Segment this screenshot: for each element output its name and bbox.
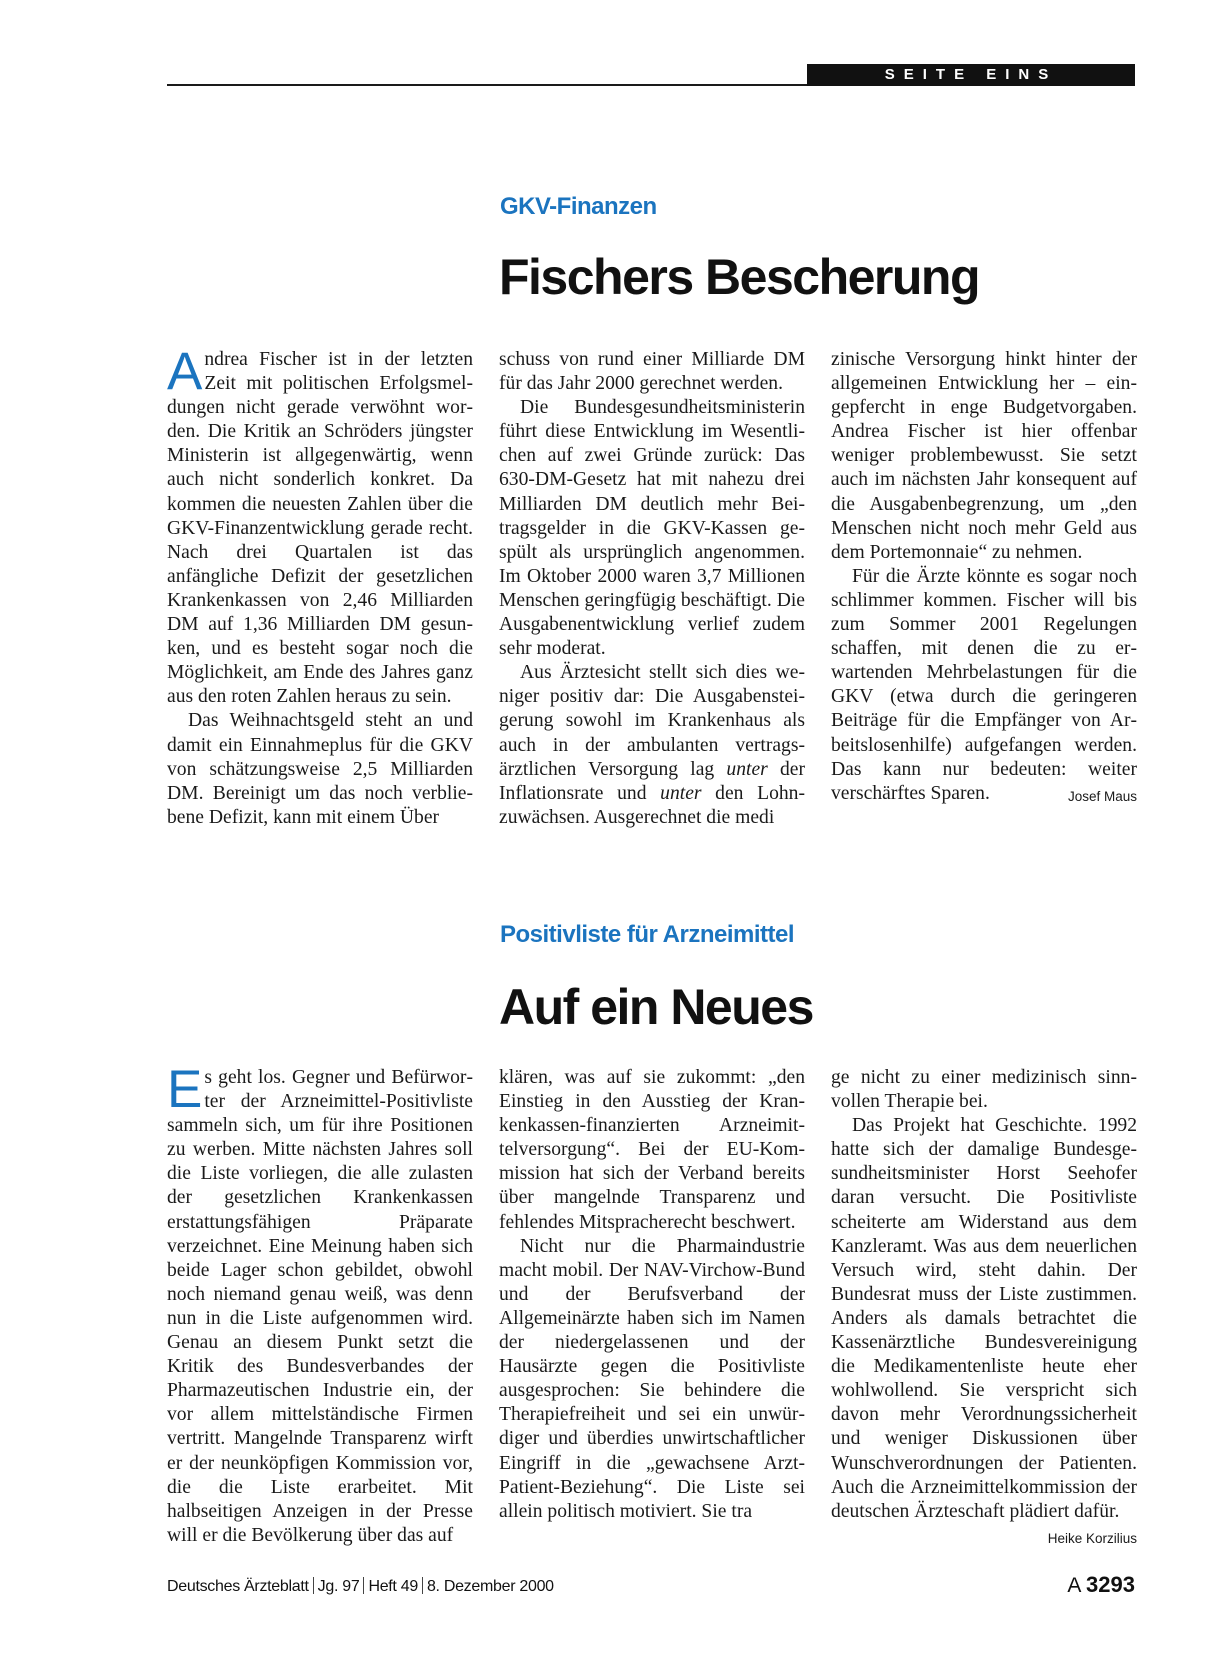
paragraph: Aus Ärztesicht stellt sich dies weniger positiv dar: Die Ausgabensteigerung sowohl im Krankenhaus als auch in der ambulanten vertragsärztlichen Versorgung lag unter der Inflationsrate und unter den Lohnzuwächsen. Ausgerechnet die medi: [499, 662, 806, 828]
emphasis: unter: [726, 758, 768, 780]
article-2-column-2: [499, 1066, 805, 1524]
issue-date: 8. Dezember 2000: [426, 1578, 554, 1595]
article-2-kicker: Positivliste für Arzneimittel: [500, 921, 795, 948]
section-label: SEITE EINS: [807, 64, 1135, 86]
paragraph: Für die Ärzte könnte es sogar noch schlimmer kommen. Fischer will bis zum Sommer 2001 Regelungen schaffen, mit denen die zu erwartenden Mehrbelastungen für die GKV (etwa durch die geringeren Beiträge für die Empfänger von Arbeitslosenhilfe) aufgefangen werden. Das kann nur bedeuten: weiter verschärftes Sparen. Josef Maus: [831, 565, 1137, 806]
article-2-headline: Auf ein Neues: [499, 979, 813, 1035]
emphasis: unter: [660, 782, 702, 804]
paragraph: zinische Versorgung hinkt hinter der allgemeinen Entwicklung her – eingepfercht in enge Budgetvorgaben. Andrea Fischer ist hier offenbar weniger problembewusst. Sie setzt auch im nächsten Jahr konsequent auf die Ausgabenbegrenzung, um „den Menschen nicht noch mehr Geld aus dem Portemonnaie“ zu nehmen.: [831, 349, 1137, 563]
paragraph: [167, 342, 473, 709]
drop-cap: A: [167, 342, 203, 401]
paragraph: schuss von rund einer Milliarde DM für das Jahr 2000 gerechnet werden.: [499, 349, 805, 395]
issue: Heft 49: [368, 1578, 418, 1595]
paragraph: Die Bundesgesundheitsministerin führt diese Entwicklung im Wesentlichen auf zwei Gründe zurück: Das 630-DM-Gesetz hat mit nahezu drei Milliarden DM deutlich mehr Beitragsgelder in die GKV-Kassen gespült als ursprünglich angenommen. Im Oktober 2000 waren 3,7 Millionen Menschen geringfügig beschäftigt. Die Ausgabenentwicklung verlief zudem sehr moderat.: [499, 397, 805, 660]
paragraph: ge nicht zu einer medizinisch sinnvollen Therapie bei.: [831, 1067, 1137, 1113]
paragraph: Das Projekt hat Geschichte. 1992 hatte sich der damalige Bundesgesundheitsminister Horst Seehofer daran versucht. Die Positivliste scheiterte am Widerstand aus dem Kanzleramt. Was aus dem neuerlichen Versuch wird, steht dahin. Der Bundesrat muss der Liste zustimmen. Anders als damals betrachtet die Kassenärztliche Bundesvereinigung die Medikamentenliste heute eher wohlwollend. Sie verspricht sich davon mehr Verordnungssicherheit und weniger Diskussionen über Wunschverordnungen der Patienten. Auch die Arzneimittelkommission der deutschen Ärzteschaft plädiert dafür. Heike Korzilius: [831, 1114, 1137, 1524]
author-byline: Josef Maus: [1067, 788, 1137, 804]
article-1-headline: Fischers Bescherung: [499, 249, 980, 305]
paragraph: klären, was auf sie zukommt: „den Einstieg in den Ausstieg der Krankenkassen-finanzierten Arzneimittelversorgung“. Bei der EU-Kommission hat sich der Verband bereits über mangelnde Transparenz und fehlendes Mitspracherecht beschwert.: [499, 1067, 805, 1233]
article-2-column-3: [831, 1066, 1137, 1551]
article-1-kicker: GKV-Finanzen: [500, 193, 657, 220]
paragraph-text: ndrea Fischer ist in der letzten Zeit mit politischen Erfolgsmeldungen nicht gerade verwöhnt worden. Die Kritik an Schröders jüngster Ministerin ist allgegenwärtig, wenn auch nicht sonderlich konkret. Da kommen die neuesten Zahlen über die GKV-Finanzentwicklung gerade recht. Nach drei Quartalen ist das anfängliche Defizit der gesetzlichen Krankenkassen von 2,46 Milliarden DM auf 1,36 Milliarden DM gesunken, und es besteht sogar noch die Möglichkeit, am Ende des Jahres ganz aus den roten Zahlen heraus zu sein.: [167, 349, 473, 708]
article-1-column-2: [499, 348, 805, 830]
paragraph: Das Weihnachtsgeld steht an und damit ein Einnahmeplus für die GKV von schätzungsweise 2,5 Milliarden DM. Bereinigt um das noch verbliebene Defizit, kann mit einem Über: [167, 710, 473, 828]
footer-separator: [422, 1577, 423, 1594]
article-2-column-1: [167, 1060, 473, 1548]
article-1-column-3: [831, 348, 1137, 809]
footer-separator: [363, 1577, 364, 1594]
page-number-value: 3293: [1086, 1572, 1135, 1597]
journal-name: Deutsches Ärzteblatt: [167, 1578, 309, 1595]
page-number: [1067, 1572, 1135, 1598]
paragraph: [167, 1060, 473, 1548]
paragraph-text: s geht los. Gegner und Befürworter der Arzneimittel-Positivliste sammeln sich, um für ihre Positionen zu werben. Mitte nächsten Jahres soll die Liste vorliegen, die alle zulasten der gesetzlichen Krankenkassen erstattungsfähigen Präparate verzeichnet. Eine Meinung haben sich beide Lager schon gebildet, obwohl noch niemand genau weiß, was denn nun in die Liste aufgenommen wird. Genau an diesem Punkt setzt die Kritik des Bundesverbandes der Pharmazeutischen Industrie ein, der vor allem mittelständische Firmen vertritt. Mangelnde Transparenz wirft er der neunköpfigen Kommission vor, die die Liste erarbeitet. Mit halbseitigen Anzeigen in der Presse will er die Bevölkerung über das auf: [167, 1067, 473, 1546]
article-1-column-1: [167, 342, 473, 830]
paragraph: Nicht nur die Pharmaindustrie macht mobil. Der NAV-Virchow-Bund und der Berufsverband der Allgemeinärzte haben sich im Namen der niedergelassenen und der Hausärzte gegen die Positivliste ausgesprochen: Sie behindere die Therapiefreiheit und sei ein unwürdiger und überdies unwirtschaftlicher Eingriff in die „gewachsene Arzt-Patient-Beziehung“. Die Liste sei allein politisch motiviert. Sie tra: [499, 1235, 805, 1522]
drop-cap: E: [167, 1060, 203, 1119]
volume: Jg. 97: [317, 1578, 360, 1595]
page-prefix: A: [1067, 1574, 1081, 1597]
author-byline: Heike Korzilius: [1047, 1530, 1137, 1546]
footer-separator: [313, 1577, 314, 1594]
page-footer: [167, 1577, 554, 1596]
